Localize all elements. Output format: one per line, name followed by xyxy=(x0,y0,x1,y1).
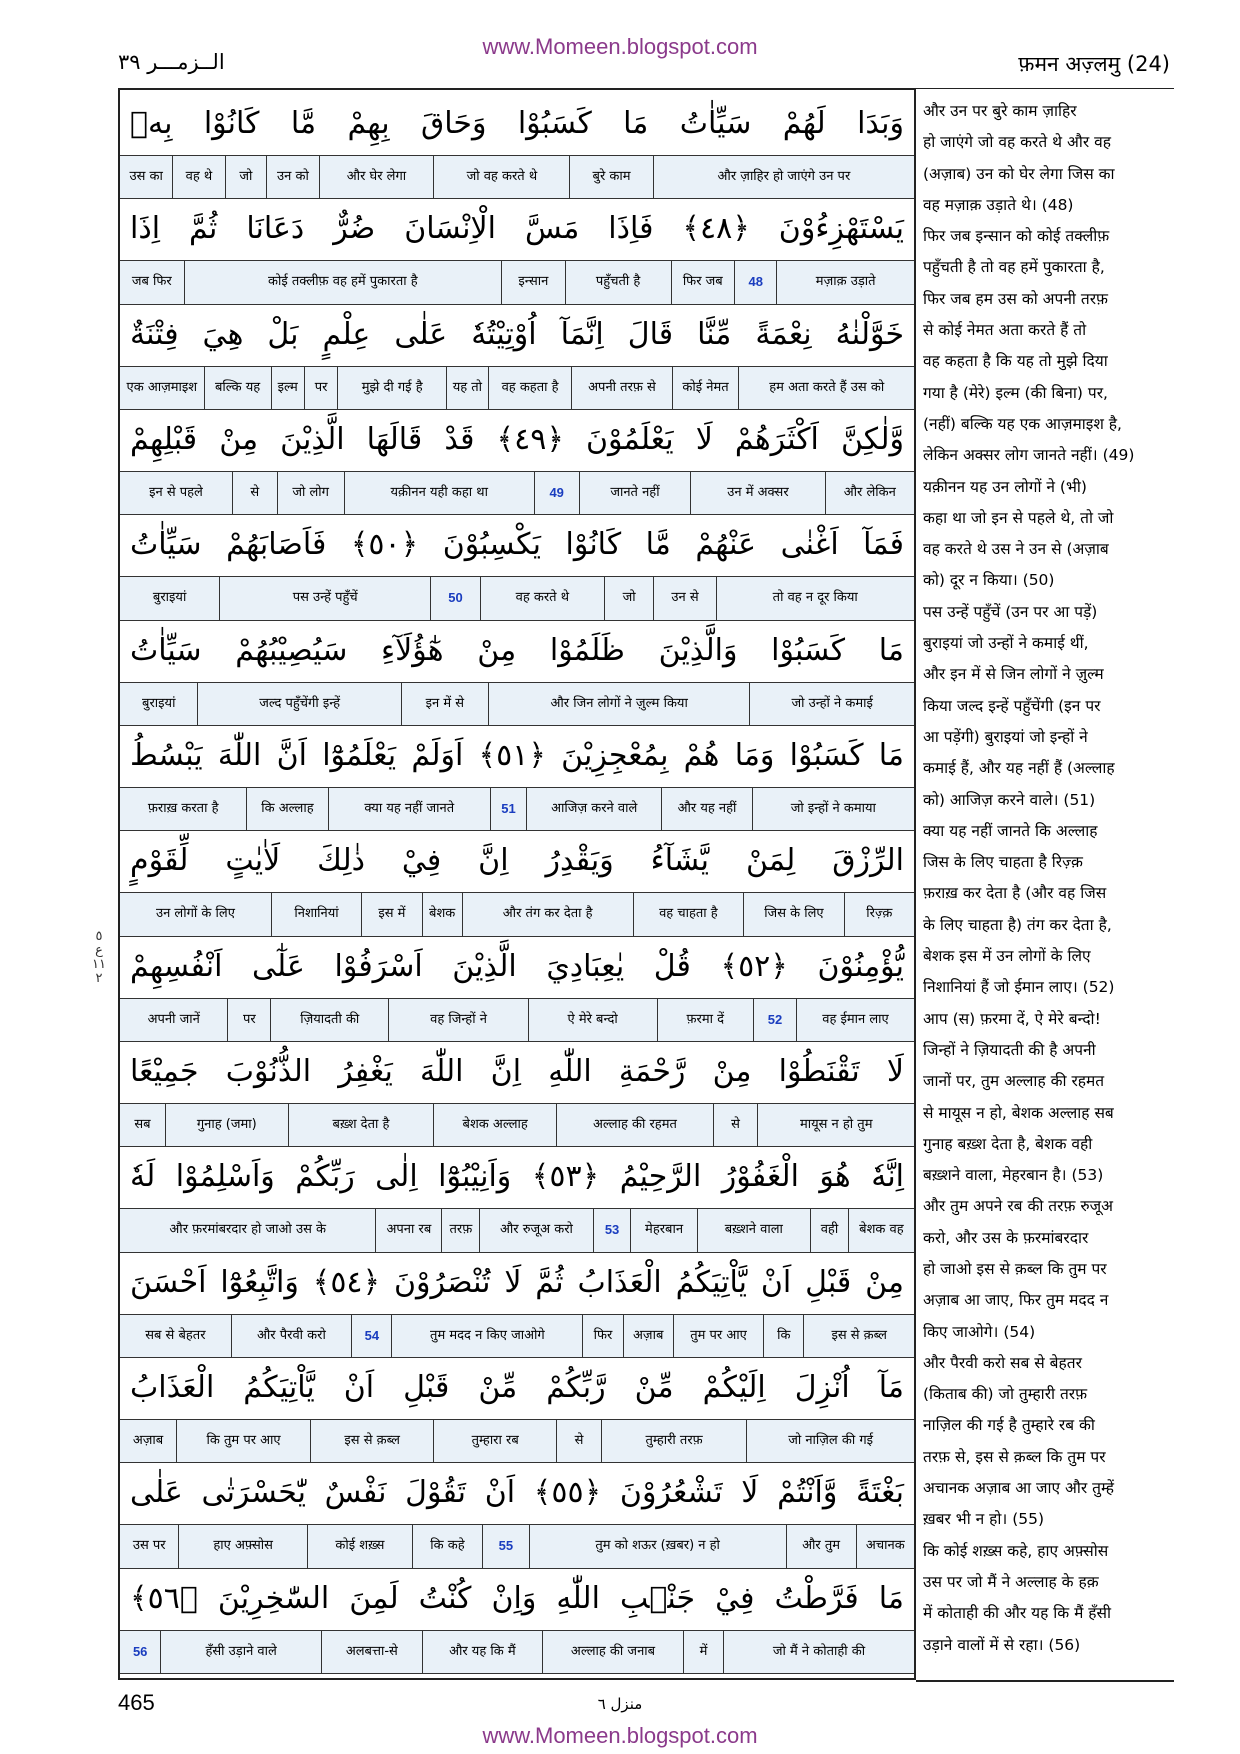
word-translation-row xyxy=(120,892,914,936)
word-translation-cell: वह कहता है xyxy=(488,367,572,409)
word-translation-cell: कि अल्लाह xyxy=(246,788,327,830)
word-translation-cell: और घेर लेगा xyxy=(319,156,434,198)
word-translation-cell: वह करते थे xyxy=(480,577,604,619)
word-translation-cell: वह थे xyxy=(172,156,224,198)
word-translation-cell: ऐ मेरे बन्दो xyxy=(528,999,657,1041)
side-translation-line: किया जल्द इन्हें पहुँचेंगी (इन पर xyxy=(923,696,1101,715)
word-translation-cell: बुराइयां xyxy=(152,590,187,606)
ayah-number: 55 xyxy=(482,1525,529,1567)
side-translation-line: में कोताही की और यह कि मैं हँसी xyxy=(923,1604,1112,1623)
word-translation-row xyxy=(120,155,914,199)
word-translation-cell: मुझे दी गई है xyxy=(337,367,446,409)
side-translation-line: उड़ाने वालों में से रहा। (56) xyxy=(923,1635,1081,1654)
ruku-marker xyxy=(88,930,110,986)
word-translation-cell: अपनी जानें xyxy=(147,1011,200,1027)
side-translation-line: आ पड़ेंगी) बुराइयां जो इन्हों ने xyxy=(923,727,1088,746)
word-translation-row xyxy=(120,787,914,831)
side-translation-line: बुराइयां जो उन्हों ने कमाई थीं, xyxy=(923,634,1089,653)
word-translation-cell: बल्कि यह xyxy=(204,367,271,409)
word-translation-cell: अल्लाह की रहमत xyxy=(556,1104,713,1146)
word-translation-cell: तरफ़ xyxy=(441,1209,479,1251)
word-translation-row xyxy=(120,260,914,304)
side-translation-line: हो जाएंगे जो वह करते थे और वह xyxy=(923,133,1111,152)
word-translation-cell: इस में xyxy=(361,893,421,935)
ayah-number: 54 xyxy=(351,1315,391,1357)
word-translation-row xyxy=(120,998,914,1042)
side-translation-line: पहुँचती है तो वह हमें पुकारता है, xyxy=(923,258,1105,277)
word-translation-row xyxy=(120,1524,914,1568)
side-top-rule xyxy=(916,88,1174,89)
side-translation-line: गया है (मेरे) इल्म (की बिना) पर, xyxy=(923,383,1108,402)
word-translation-cell: क्या यह नहीं जानते xyxy=(328,788,490,830)
word-translation-row xyxy=(120,366,914,410)
word-translation-cell: पस उन्हें पहुँचें xyxy=(219,577,430,619)
word-translation-cell: फिर जब xyxy=(671,261,735,303)
word-translation-cell: बख़्श देता है xyxy=(288,1104,433,1146)
side-translation-line: कि कोई शख़्स कहे, हाए अफ़्सोस xyxy=(923,1541,1109,1560)
word-translation-cell: और रुजूअ करो xyxy=(479,1209,592,1251)
arabic-verse-line: يُّؤْمِنُوْنَ ﴿٥٢﴾ قُلْ يٰعِبَادِيَ الَّذِيْنَ اَسْرَفُوْا عَلٰٓى اَنْفُسِهِمْ xyxy=(130,948,904,984)
word-translation-cell: सब से बेहतर xyxy=(145,1327,206,1343)
word-translation-cell: सब xyxy=(134,1117,151,1133)
arabic-verse-line: وَبَدَا لَهُمْ سَيِّاٰتُ مَا كَسَبُوْا وَحَاقَ بِهِمْ مَّا كَانُوْا بِهٖ xyxy=(130,106,904,141)
page-number: 465 xyxy=(118,1690,155,1715)
arabic-verse-line: لَا تَقْنَطُوْا مِنْ رَّحْمَةِ اللّٰهِ اِنَّ اللّٰهَ يَغْفِرُ الذُّنُوْبَ جَمِيْعًا xyxy=(130,1054,904,1089)
word-translation-cell: यक़ीनन यही कहा था xyxy=(344,472,534,514)
side-translation-line: निशानियां हैं जो ईमान लाए। (52) xyxy=(923,978,1115,997)
side-translation-line: जिन्हों ने ज़ियादती की है अपनी xyxy=(923,1040,1096,1059)
word-translation-cell: रिज़्क़ xyxy=(844,893,914,935)
side-translation-line: हो जाओ इस से क़ब्ल कि तुम पर xyxy=(923,1259,1107,1278)
ruku-mark-text: ٥ xyxy=(95,929,103,944)
ayah-number: 48 xyxy=(734,261,776,303)
word-translation-cell: तो वह न दूर किया xyxy=(716,577,915,619)
word-translation-cell: कोई तक्लीफ़ वह हमें पुकारता है xyxy=(184,261,502,303)
word-translation-cell: इस से क़ब्ल xyxy=(310,1420,433,1462)
word-translation-row xyxy=(120,1630,914,1674)
side-translation-line: बख़्शने वाला, मेहरबान है। (53) xyxy=(923,1166,1104,1185)
word-translation-cell: तुम पर आए xyxy=(673,1315,763,1357)
side-translation-line: और तुम अपने रब की तरफ़ रुजूअ xyxy=(923,1197,1113,1216)
word-translation-cell: तुम्हारा रब xyxy=(433,1420,556,1462)
word-translation-cell: जो xyxy=(225,156,267,198)
word-translation-cell: और यह नहीं xyxy=(661,788,751,830)
word-translation-cell: से xyxy=(556,1420,601,1462)
word-translation-cell: बेशक अल्लाह xyxy=(433,1104,556,1146)
arabic-verse-line: خَوَّلْنٰهُ نِعْمَةً مِّنَّا قَالَ اِنَّمَآ اُوْتِيْتُهٗ عَلٰى عِلْمٍ بَلْ هِيَ فِتْنَةٌ xyxy=(130,316,904,352)
word-translation-cell: जानते नहीं xyxy=(579,472,691,514)
word-translation-cell: ज़ियादती की xyxy=(270,999,388,1041)
word-translation-cell: पहुँचती है xyxy=(565,261,671,303)
side-translation-line: लेकिन अक्सर लोग जानते नहीं। (49) xyxy=(923,446,1135,465)
ayah-number: 50 xyxy=(430,577,480,619)
manzil-label: منزل ٦ xyxy=(597,1695,643,1713)
word-translation-cell: अज़ाब xyxy=(623,1315,673,1357)
arabic-verse-line: يَسْتَهْزِءُوْنَ ﴿٤٨﴾ فَاِذَا مَسَّ الْاِنْسَانَ ضُرٌّ دَعَانَا ثُمَّ اِذَا xyxy=(130,211,904,247)
side-translation-line: से मायूस न हो, बेशक अल्लाह सब xyxy=(923,1103,1114,1122)
word-translation-row xyxy=(120,1103,914,1147)
side-translation-line: अज़ाब आ जाए, फिर तुम मदद न xyxy=(923,1291,1109,1310)
side-translation-line: को) आजिज़ करने वाले। (51) xyxy=(923,790,1096,809)
arabic-verse-line: الرِّزْقَ لِمَنْ يَّشَآءُ وَيَقْدِرُ اِنَّ فِيْ ذٰلِكَ لَاٰيٰتٍ لِّقَوْمٍ xyxy=(130,843,904,879)
word-translation-cell: यह तो xyxy=(446,367,488,409)
side-translation-line: तरफ़ से, इस से क़ब्ल कि तुम पर xyxy=(923,1447,1106,1466)
ayah-number: 52 xyxy=(753,999,796,1041)
ruku-mark-text: ٢ xyxy=(95,971,103,986)
word-translation-cell: तुम को शऊर (ख़बर) न हो xyxy=(529,1525,786,1567)
word-translation-row xyxy=(120,1419,914,1463)
ayah-number: 53 xyxy=(593,1209,631,1251)
word-translation-cell: उन को xyxy=(266,156,318,198)
word-translation-row xyxy=(120,1208,914,1252)
side-translation-line: आप (स) फ़रमा दें, ऐ मेरे बन्दो! xyxy=(923,1009,1101,1028)
side-translation-line: (किताब की) जो तुम्हारी तरफ़ xyxy=(923,1385,1088,1404)
side-translation-line: वह मज़ाक़ उड़ाते थे। (48) xyxy=(923,195,1074,214)
word-translation-cell: अज़ाब xyxy=(132,1433,164,1449)
side-translation-line: क्या यह नहीं जानते कि अल्लाह xyxy=(923,821,1098,840)
word-translation-cell: फ़रमा दें xyxy=(657,999,754,1041)
word-translation-cell: और पैरवी करो xyxy=(231,1315,352,1357)
word-translation-cell: अल्लाह की जनाब xyxy=(542,1631,683,1673)
side-translation-line: पस उन्हें पहुँचें (उन पर आ पड़ें) xyxy=(923,602,1098,621)
word-translation-cell: से xyxy=(232,472,277,514)
word-translation-cell: जो उन्हों ने कमाई xyxy=(749,683,914,725)
ruku-mark-text: ١١ xyxy=(92,957,106,972)
word-translation-cell: फिर xyxy=(582,1315,622,1357)
word-translation-cell: हाए अफ़्सोस xyxy=(178,1525,306,1567)
arabic-verse-line: بَغْتَةً وَّاَنْتُمْ لَا تَشْعُرُوْنَ ﴿٥٥﴾ اَنْ تَقُوْلَ نَفْسٌ يّٰحَسْرَتٰى عَلٰى xyxy=(130,1475,904,1511)
word-translation-cell: उन में अक्सर xyxy=(690,472,824,514)
ayah-number: 56 xyxy=(132,1643,148,1659)
side-translation-line: (अज़ाब) उन को घेर लेगा जिस का xyxy=(923,164,1115,183)
word-translation-cell: उन से xyxy=(653,577,715,619)
word-translation-cell: अपनी तरफ़ से xyxy=(571,367,671,409)
word-translation-cell: मेहरबान xyxy=(630,1209,696,1251)
word-translation-cell: वह ईमान लाए xyxy=(796,999,914,1041)
word-translation-cell: एक आज़माइश xyxy=(126,379,198,395)
word-translation-cell: जल्द पहुँचेंगी इन्हें xyxy=(197,683,400,725)
side-translation-line: कहा था जो इन से पहले थे, तो जो xyxy=(923,508,1114,527)
side-bottom-rule xyxy=(916,1680,1174,1682)
word-translation-cell: और ज़ाहिर हो जाएंगे उन पर xyxy=(653,156,914,198)
arabic-verse-line: مَا كَسَبُوْا وَالَّذِيْنَ ظَلَمُوْا مِنْ هٰٓؤُلَآءِ سَيُصِيْبُهُمْ سَيِّاٰتُ xyxy=(130,632,904,668)
word-translation-cell: जो लोग xyxy=(277,472,344,514)
word-translation-row xyxy=(120,1314,914,1358)
arabic-verse-line: مِنْ قَبْلِ اَنْ يَّاْتِيَكُمُ الْعَذَابُ ثُمَّ لَا تُنْصَرُوْنَ ﴿٥٤﴾ وَاتَّبِعُوْٓا اَحْسَنَ xyxy=(130,1264,904,1300)
side-translation-line: को) दूर न किया। (50) xyxy=(923,571,1055,590)
word-translation-cell: फ़राख़ करता है xyxy=(147,801,219,817)
arabic-verse-line: مَآ اُنْزِلَ اِلَيْكُمْ مِّنْ رَّبِّكُمْ مِّنْ قَبْلِ اَنْ يَّاْتِيَكُمُ الْعَذَابُ xyxy=(130,1370,904,1405)
word-translation-cell: कोई नेमत xyxy=(672,367,739,409)
word-translation-cell: और जिन लोगों ने ज़ुल्म किया xyxy=(488,683,749,725)
para-name: फ़मन अज़्लमु (24) xyxy=(1018,52,1170,76)
word-translation-cell: कि कहे xyxy=(412,1525,482,1567)
side-translation-line: करो, और उस के फ़रमांबरदार xyxy=(923,1228,1089,1247)
surah-name: الــزمـــر ٣٩ xyxy=(118,50,225,74)
side-translation-line: और उन पर बुरे काम ज़ाहिर xyxy=(923,102,1077,120)
word-translation-cell: तुम्हारी तरफ़ xyxy=(601,1420,746,1462)
word-translation-cell: जो मैं ने कोताही की xyxy=(723,1631,914,1673)
word-translation-cell: जिस के लिए xyxy=(743,893,844,935)
word-translation-cell: जो xyxy=(604,577,654,619)
word-translation-cell: बेशक वह xyxy=(848,1209,914,1251)
word-translation-cell: पर xyxy=(304,367,337,409)
side-translation-line: वह करते थे उस ने उन से (अज़ाब xyxy=(923,540,1109,559)
side-translation-line: से कोई नेमत अता करते हैं तो xyxy=(923,321,1087,340)
side-translation-line: किए जाओगे। (54) xyxy=(923,1322,1036,1341)
ayah-number: 51 xyxy=(490,788,526,830)
site-url-top: www.Momeen.blogspot.com xyxy=(482,34,758,59)
word-translation-cell: अचानक xyxy=(856,1525,914,1567)
word-translation-cell: और लेकिन xyxy=(825,472,914,514)
word-translation-cell: अलबत्ता-से xyxy=(321,1631,422,1673)
word-translation-cell: से xyxy=(713,1104,758,1146)
word-translation-cell: जब फिर xyxy=(131,274,172,290)
side-translation-line: गुनाह बख़्श देता है, बेशक वही xyxy=(923,1134,1093,1153)
arabic-verse-line: اِنَّهٗ هُوَ الْغَفُوْرُ الرَّحِيْمُ ﴿٥٣﴾ وَاَنِيْبُوْٓا اِلٰى رَبِّكُمْ وَاَسْلِمُوْا لَهٗ xyxy=(130,1159,905,1195)
word-translation-cell: और फ़रमांबरदार हो जाओ उस के xyxy=(169,1222,326,1238)
word-translation-cell: इल्म xyxy=(271,367,304,409)
side-translation-line: के लिए चाहता है) तंग कर देता है, xyxy=(923,915,1112,934)
side-translation-line: यक़ीनन यह उन लोगों ने (भी) xyxy=(923,477,1087,496)
arabic-verse-line: فَمَآ اَغْنٰى عَنْهُمْ مَّا كَانُوْا يَكْسِبُوْنَ ﴿٥٠﴾ فَاَصَابَهُمْ سَيِّاٰتُ xyxy=(130,527,904,563)
word-translation-cell: इस से क़ब्ल xyxy=(803,1315,914,1357)
ayah-number: 49 xyxy=(534,472,579,514)
word-translation-cell: में xyxy=(683,1631,723,1673)
word-translation-row xyxy=(120,682,914,726)
word-translation-cell: उस पर xyxy=(132,1538,166,1554)
word-translation-cell: पर xyxy=(227,999,270,1041)
word-translation-cell: जो वह करते थे xyxy=(433,156,569,198)
word-translation-cell: कि तुम पर आए xyxy=(176,1420,310,1462)
word-translation-row xyxy=(120,576,914,620)
side-translation-line: अचानक अज़ाब आ जाए और तुम्हें xyxy=(923,1479,1114,1498)
word-translation-cell: और तंग कर देता है xyxy=(462,893,633,935)
word-translation-cell: तुम मदद न किए जाओगे xyxy=(391,1315,582,1357)
side-translation-line: बेशक इस में उन लोगों के लिए xyxy=(923,947,1091,966)
word-translation-cell: बेशक xyxy=(422,893,462,935)
word-translation-cell: हँसी उड़ाने वाले xyxy=(160,1631,321,1673)
word-translation-cell: कि xyxy=(763,1315,803,1357)
side-translation-line: (नहीं) बल्कि यह एक आज़माइश है, xyxy=(923,414,1122,433)
word-translation-cell: अपना रब xyxy=(375,1209,441,1251)
side-translation-line: जानों पर, तुम अल्लाह की रहमत xyxy=(923,1072,1105,1091)
word-translation-cell: जो नाज़िल की गई xyxy=(746,1420,914,1462)
word-translation-cell: बुराइयां xyxy=(142,695,176,711)
word-translation-cell: वह जिन्हों ने xyxy=(388,999,527,1041)
word-translation-cell: मज़ाक़ उड़ाते xyxy=(776,261,914,303)
word-translation-cell: बुरे काम xyxy=(569,156,653,198)
word-translation-cell: निशानियां xyxy=(271,893,361,935)
arabic-translation-frame xyxy=(118,88,916,1680)
side-translation-line: और इन में से जिन लोगों ने ज़ुल्म xyxy=(923,665,1104,684)
arabic-verse-line: وَّلٰكِنَّ اَكْثَرَهُمْ لَا يَعْلَمُوْنَ ﴿٤٩﴾ قَدْ قَالَهَا الَّذِيْنَ مِنْ قَبْلِهِمْ xyxy=(130,422,905,457)
word-translation-cell: आजिज़ करने वाले xyxy=(526,788,661,830)
side-translation-line: फ़राख़ कर देता है (और वह जिस xyxy=(923,884,1107,903)
side-translation-line: उस पर जो मैं ने अल्लाह के हक़ xyxy=(923,1572,1099,1591)
side-translation-column xyxy=(923,96,1175,1676)
word-translation-cell: वही xyxy=(810,1209,848,1251)
word-translation-cell: बख़्शने वाला xyxy=(697,1209,810,1251)
ruku-mark-text: ع xyxy=(95,943,103,958)
word-translation-cell: उन लोगों के लिए xyxy=(155,906,235,922)
side-translation-line: फिर जब इन्सान को कोई तक्लीफ़ xyxy=(923,227,1110,246)
side-translation-line: ख़बर भी न हो। (55) xyxy=(923,1510,1045,1529)
word-translation-cell: कोई शख़्स xyxy=(307,1525,412,1567)
word-translation-cell: हम अता करते हैं उस को xyxy=(738,367,914,409)
side-translation-line: कमाई हैं, और यह नहीं हैं (अल्लाह xyxy=(923,759,1115,778)
word-translation-cell: इन में से xyxy=(401,683,488,725)
arabic-verse-line: مَا كَسَبُوْا وَمَا هُمْ بِمُعْجِزِيْنَ ﴿٥١﴾ اَوَلَمْ يَعْلَمُوْٓا اَنَّ اللّٰهَ يَبْسُطُ xyxy=(130,738,905,773)
side-translation-line: वह कहता है कि यह तो मुझे दिया xyxy=(923,352,1108,371)
side-translation-line: और पैरवी करो सब से बेहतर xyxy=(923,1353,1082,1372)
word-translation-cell: जो इन्हों ने कमाया xyxy=(752,788,914,830)
word-translation-cell: मायूस न हो तुम xyxy=(757,1104,914,1146)
arabic-verse-line: مَا فَرَّطْتُ فِيْ جَنْۢبِ اللّٰهِ وَاِنْ كُنْتُ لَمِنَ السّٰخِرِيْنَ ﴿٥٦﴾ xyxy=(130,1580,904,1616)
word-translation-cell: और यह कि मैं xyxy=(422,1631,543,1673)
word-translation-cell: इन्सान xyxy=(501,261,565,303)
side-translation-line: फिर जब हम उस को अपनी तरफ़ xyxy=(923,289,1108,308)
side-translation-line: नाज़िल की गई है तुम्हारे रब की xyxy=(923,1416,1095,1435)
word-translation-cell: इन से पहले xyxy=(149,485,203,501)
word-translation-row xyxy=(120,471,914,515)
side-translation-line: जिस के लिए चाहता है रिज़्क़ xyxy=(923,853,1083,872)
word-translation-cell: उस का xyxy=(129,169,163,185)
site-url-bottom: www.Momeen.blogspot.com xyxy=(482,1723,758,1748)
word-translation-cell: और तुम xyxy=(786,1525,856,1567)
word-translation-cell: गुनाह (जमा) xyxy=(165,1104,288,1146)
word-translation-cell: वह चाहता है xyxy=(633,893,744,935)
